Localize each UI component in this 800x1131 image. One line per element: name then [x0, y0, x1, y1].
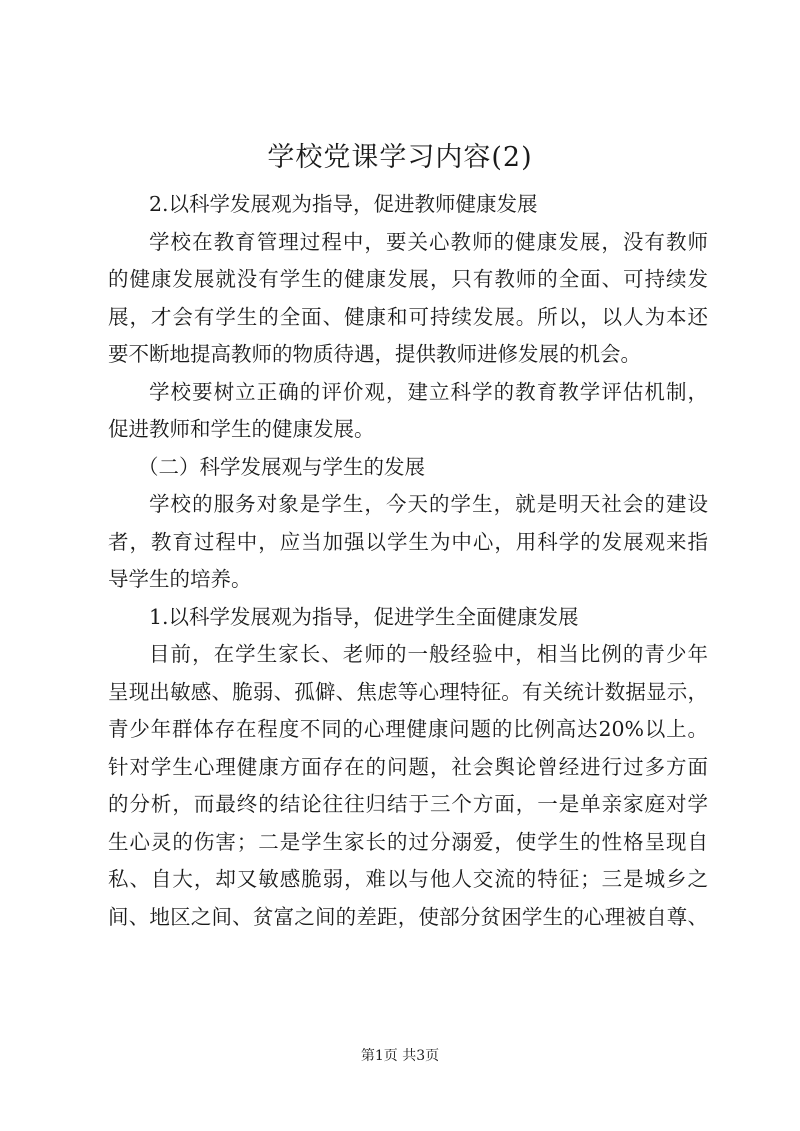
- paragraph-line: 生心灵的伤害；二是学生家长的过分溺爱，使学生的性格呈现自: [108, 829, 708, 854]
- document-body: [108, 186, 708, 936]
- paragraph-line: 青少年群体存在程度不同的心理健康问题的比例高达20%以上。: [108, 717, 708, 741]
- document-title: 学校党课学习内容(2): [267, 142, 533, 173]
- paragraph-line: 者，教育过程中，应当加强以学生为中心，用科学的发展观来指: [108, 529, 708, 554]
- paragraph-line: 学校在教育管理过程中，要关心教师的健康发展，没有教师: [149, 229, 708, 254]
- paragraph-line: 促进教师和学生的健康发展。: [108, 417, 375, 441]
- paragraph-line: 针对学生心理健康方面存在的问题，社会舆论曾经进行过多方面: [108, 754, 708, 779]
- page-footer: 第1页 共3页: [360, 1048, 440, 1064]
- section-heading: 2.以科学发展观为指导，促进教师健康发展: [149, 192, 538, 216]
- section-heading: 1.以科学发展观为指导，促进学生全面健康发展: [149, 604, 579, 629]
- paragraph-line: 学校要树立正确的评价观，建立科学的教育教学评估机制，: [149, 379, 708, 404]
- paragraph-line: 展，才会有学生的全面、健康和可持续发展。所以，以人为本还: [108, 304, 708, 329]
- paragraph-line: 的分析，而最终的结论往往归结于三个方面，一是单亲家庭对学: [108, 792, 708, 816]
- paragraph-line: 间、地区之间、贫富之间的差距，使部分贫困学生的心理被自尊、: [108, 904, 708, 929]
- paragraph-line: 目前，在学生家长、老师的一般经验中，相当比例的青少年: [149, 642, 708, 666]
- paragraph-line: 要不断地提高教师的物质待遇，提供教师进修发展的机会。: [108, 342, 641, 366]
- section-heading: （二）科学发展观与学生的发展: [138, 454, 425, 479]
- paragraph-line: 私、自大，却又敏感脆弱，难以与他人交流的特征；三是城乡之: [108, 867, 708, 891]
- paragraph-line: 导学生的培养。: [108, 567, 252, 591]
- paragraph-line: 学校的服务对象是学生，今天的学生，就是明天社会的建设: [149, 492, 708, 516]
- paragraph-line: 呈现出敏感、脆弱、孤僻、焦虑等心理特征。有关统计数据显示，: [108, 679, 708, 704]
- paragraph-line: 的健康发展就没有学生的健康发展，只有教师的全面、可持续发: [108, 267, 708, 291]
